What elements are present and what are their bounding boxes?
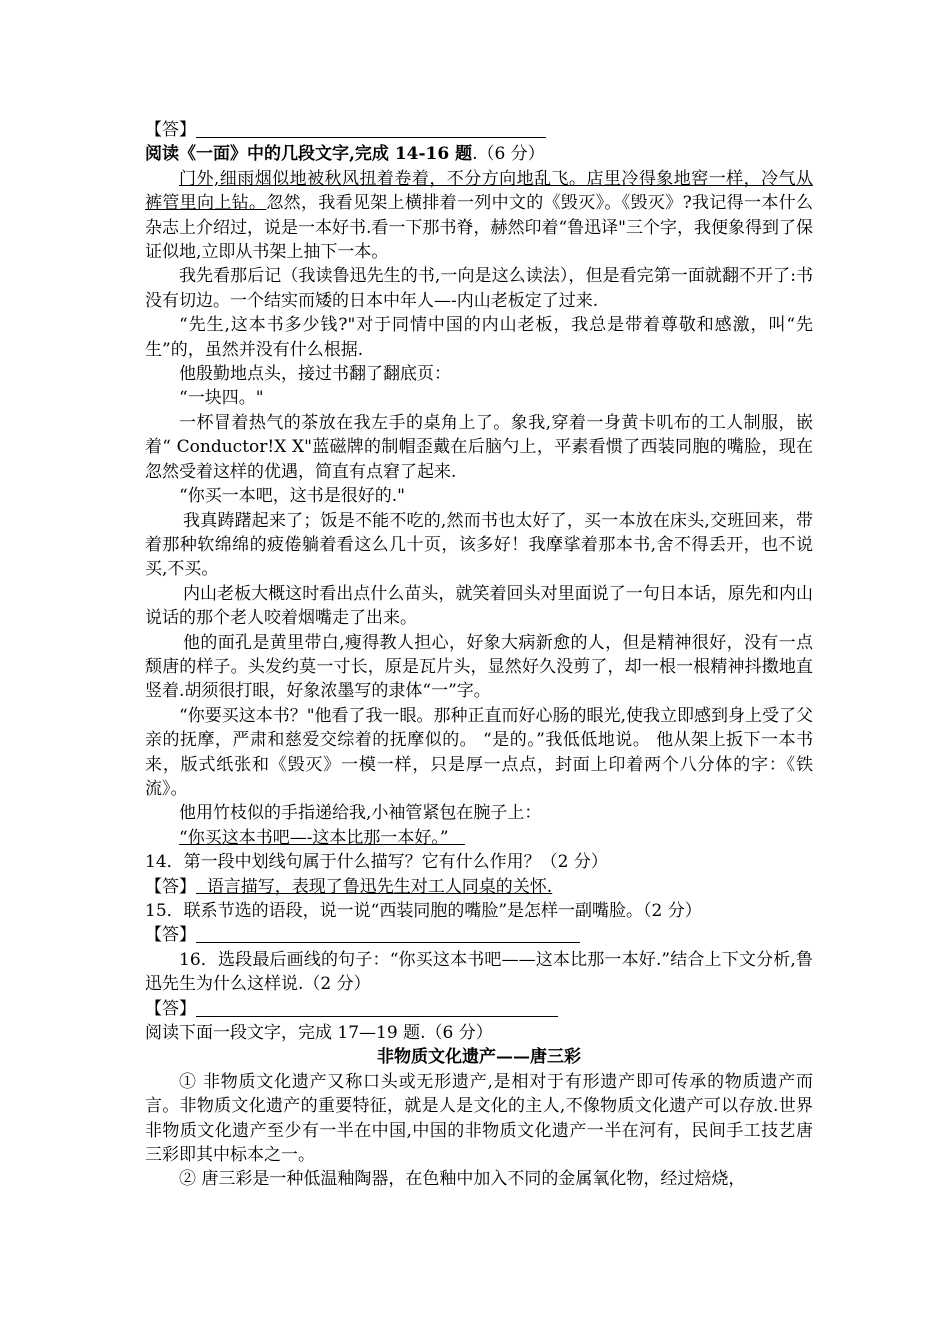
paragraph-3: “先生,这本书多少钱?"对于同情中国的内山老板，我总是带着尊敬和感激，叫“先生”的，虽然并没有什么根据.	[145, 315, 813, 360]
paragraph-13-text: “你买这本书吧—-这本比那一本好。”	[179, 827, 449, 848]
answer-blank[interactable]	[196, 119, 546, 138]
answer-15-line	[145, 923, 813, 947]
answer-label: 【答】	[145, 998, 196, 1019]
paragraph-2: 我先看那后记（我读鲁迅先生的书,一向是这么读法），但是看完第一面就翻不开了:书没有切边。一个结实而矮的日本中年人—-内山老板定了过来.	[145, 266, 813, 311]
answer-label: 【答】	[145, 876, 196, 897]
answer-blank[interactable]	[196, 924, 580, 943]
question-16: 16．选段最后画线的句子：“你买这本书吧——这本比那一本好.”结合上下文分析,鲁迅先生为什么这样说.（2 分）	[145, 949, 813, 995]
intro-1-bold: 阅读《一面》中的几段文字,完成 14-16 题	[145, 144, 473, 165]
answer-14-text: 语言描写，表现了鲁迅先生对工人同桌的关怀.	[206, 876, 553, 897]
paragraph-9: 内山老板大概这时看出点什么苗头，就笑着回头对里面说了一句日本话，原先和内山说话的那个老人咬着烟嘴走了出来。	[145, 583, 813, 629]
article-paragraph-1: ① 非物质文化遗产又称口头或无形遗产,是相对于有形遗产即可传承的物质遗产而言。非物质文化遗产的重要特征，就是人是文化的主人,不像物质文化遗产可以存放.世界非物质文化遗产至少有一半在中国,中国的非物质文化遗产一半在河有，民间手工技艺唐三彩即其中标本之一。	[145, 1071, 813, 1166]
paragraph-1-rest: 忽然，我看见架上横排着一列中文的《毁灭》。《毁灭》?我记得一本什么杂志上介绍过，说是一本好书.看一下那书脊，赫然印着“鲁迅译"三个字，我便象得到了保证似地,立即从书架上抽下一本。	[145, 193, 813, 263]
question-15: 15．联系节选的语段，说一说“西装同胞的嘴脸”是怎样一副嘴脸。（2 分）	[145, 901, 702, 921]
paragraph-4: 他殷勤地点头，接过书翻了翻底页：	[179, 364, 451, 385]
paragraph-5: “一块四。"	[179, 388, 264, 409]
paragraph-1	[145, 167, 813, 265]
answer-label: 【答】	[145, 925, 196, 946]
paragraph-1-underlined: 门外,细雨烟似地被秋风扭着卷着，不分方向地乱飞。店里冷得象地窖一样，冷气从裤管里向上钻。	[145, 168, 813, 214]
section-intro-1	[145, 142, 813, 166]
paragraph-12: 他用竹枝似的手指递给我,小袖管紧包在腕子上：	[179, 803, 542, 824]
paragraph-8: 我真踌躇起来了；饭是不能不吃的,然而书也太好了，买一本放在床头,交班回来，带着那种软绵绵的疲倦躺着看这么几十页，该多好！我摩挲着那本书,舍不得丢开，也不说买,不买。	[145, 510, 813, 580]
paragraph-7: “你买一本吧，这书是很好的."	[179, 486, 405, 507]
article-title: 非物质文化遗产——唐三彩	[377, 1047, 581, 1068]
document-page	[145, 118, 813, 1192]
paragraph-10: 他的面孔是黄里带白,瘦得教人担心，好象大病新愈的人，但是精神很好，没有一点颓唐的样子。头发约莫一寸长，原是瓦片头，显然好久没剪了，却一根一根精神抖擞地直竖着.胡须很打眼，好象浓墨写的隶体“一”字。	[145, 632, 813, 702]
paragraph-11: “你要买这本书？"他看了我一眼。那种正直而好心肠的眼光,使我立即感到身上受了父亲的抚摩，严肃和慈爱交综着的抚摩似的。 “是的。”我低低地说。 他从架上扳下一本书来，版式纸张和《毁灭》一模一样，只是厚一点点，封面上印着两个八分体的字：《铁流》。	[145, 705, 813, 799]
question-14: 14．第一段中划线句属于什么描写？它有什么作用？（2 分）	[145, 852, 608, 873]
intro-1-suffix: .（6 分）	[472, 144, 545, 165]
answer-line-top	[145, 118, 813, 142]
answer-14-line	[145, 875, 813, 899]
paragraph-6: 一杯冒着热气的茶放在我左手的桌角上了。象我,穿着一身黄卡叽布的工人制服，嵌着“ Conductor!X X"蓝磁牌的制帽歪戴在后脑勺上，平素看惯了西装同胞的嘴脸，现在忽然受着这样的优遇，简直有点窘了起来.	[145, 412, 813, 482]
answer-label: 【答】	[145, 120, 196, 140]
section-intro-2: 阅读下面一段文字，完成 17—19 题.（6 分）	[145, 1023, 493, 1044]
article-paragraph-2: ② 唐三彩是一种低温釉陶器，在色釉中加入不同的金属氧化物，经过焙烧，	[179, 1169, 746, 1190]
answer-16-line	[145, 997, 813, 1021]
paragraph-13-underlined	[145, 826, 813, 850]
answer-blank[interactable]	[196, 998, 558, 1017]
